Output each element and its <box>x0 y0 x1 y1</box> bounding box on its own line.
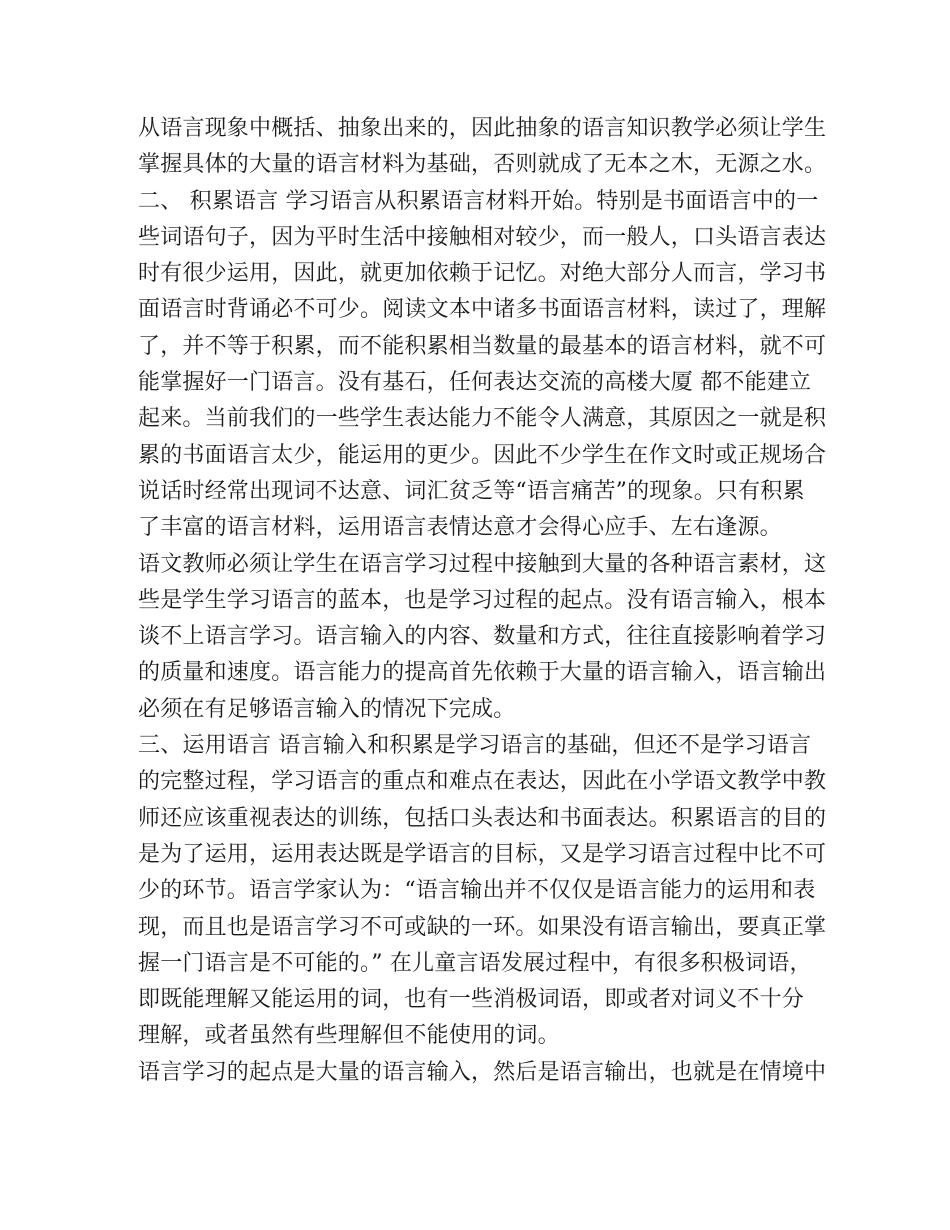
text-line: 握一门语言是不可能的。” 在儿童言语发展过程中，有很多积极词语， <box>138 950 812 976</box>
text-line: 语言学习的起点是大量的语言输入，然后是语言输出，也就是在情境中 <box>138 1059 827 1085</box>
text-line: 从语言现象中概括、抽象出来的，因此抽象的语言知识教学必须让学生 <box>138 116 827 141</box>
text-line: 些词语句子，因为平时生活中接触相对较少，而一般人，口头语言表达 <box>138 224 827 250</box>
body-text <box>138 111 828 1091</box>
text-line: 现，而且也是语言学习不可或缺的一环。如果没有语言输出，要真正掌 <box>138 914 827 940</box>
text-line: 的质量和速度。语言能力的提高首先依赖于大量的语言输入，语言输出 <box>138 660 827 686</box>
text-line: 累的书面语言太少，能运用的更少。因此不少学生在作文时或正规场合 <box>138 442 827 468</box>
text-line: 语文教师必须让学生在语言学习过程中接触到大量的各种语言素材，这 <box>138 551 827 577</box>
text-line: 的完整过程，学习语言的重点和难点在表达，因此在小学语文教学中教 <box>138 769 827 795</box>
text-line: 是为了运用，运用表达既是学语言的目标，又是学习语言过程中比不可 <box>138 841 827 867</box>
text-line: 师还应该重视表达的训练，包括口头表达和书面表达。积累语言的目的 <box>138 805 827 831</box>
text-line: 掌握具体的大量的语言材料为基础，否则就成了无本之木，无源之水。 <box>138 152 827 178</box>
text-line: 些是学生学习语言的蓝本，也是学习过程的起点。没有语言输入，根本 <box>138 587 827 613</box>
section-heading-line: 二、 积累语言 学习语言从积累语言材料开始。特别是书面语言中的一 <box>138 188 819 214</box>
text-line: 时有很少运用，因此，就更加依赖于记忆。对绝大部分人而言，学习书 <box>138 261 827 287</box>
text-line: 了，并不等于积累，而不能积累相当数量的最基本的语言材料，就不可 <box>138 333 827 359</box>
text-line: 必须在有足够语言输入的情况下完成。 <box>138 696 516 722</box>
text-line: 理解，或者虽然有些理解但不能使用的词。 <box>138 1023 560 1049</box>
text-line: 面语言时背诵必不可少。阅读文本中诸多书面语言材料，读过了，理解 <box>138 297 827 323</box>
text-line: 即既能理解又能运用的词，也有一些消极词语，即或者对词义不十分 <box>138 987 805 1013</box>
text-line: 了丰富的语言材料，运用语言表情达意才会得心应手、左右逢源。 <box>138 515 782 541</box>
text-line: 能掌握好一门语言。没有基石，任何表达交流的高楼大厦 都不能建立 <box>138 370 812 396</box>
text-line: 起来。当前我们的一些学生表达能力不能令人满意，其原因之一就是积 <box>138 406 827 432</box>
text-line: 说话时经常出现词不达意、词汇贫乏等“语言痛苦”的现象。只有积累 <box>138 478 805 504</box>
text-line: 谈不上语言学习。语言输入的内容、数量和方式，往往直接影响着学习 <box>138 624 827 650</box>
section-heading-line: 三、运用语言 语言输入和积累是学习语言的基础，但还不是学习语言 <box>138 733 812 759</box>
text-line: 少的环节。语言学家认为：“语言输出并不仅仅是语言能力的运用和表 <box>138 878 816 904</box>
